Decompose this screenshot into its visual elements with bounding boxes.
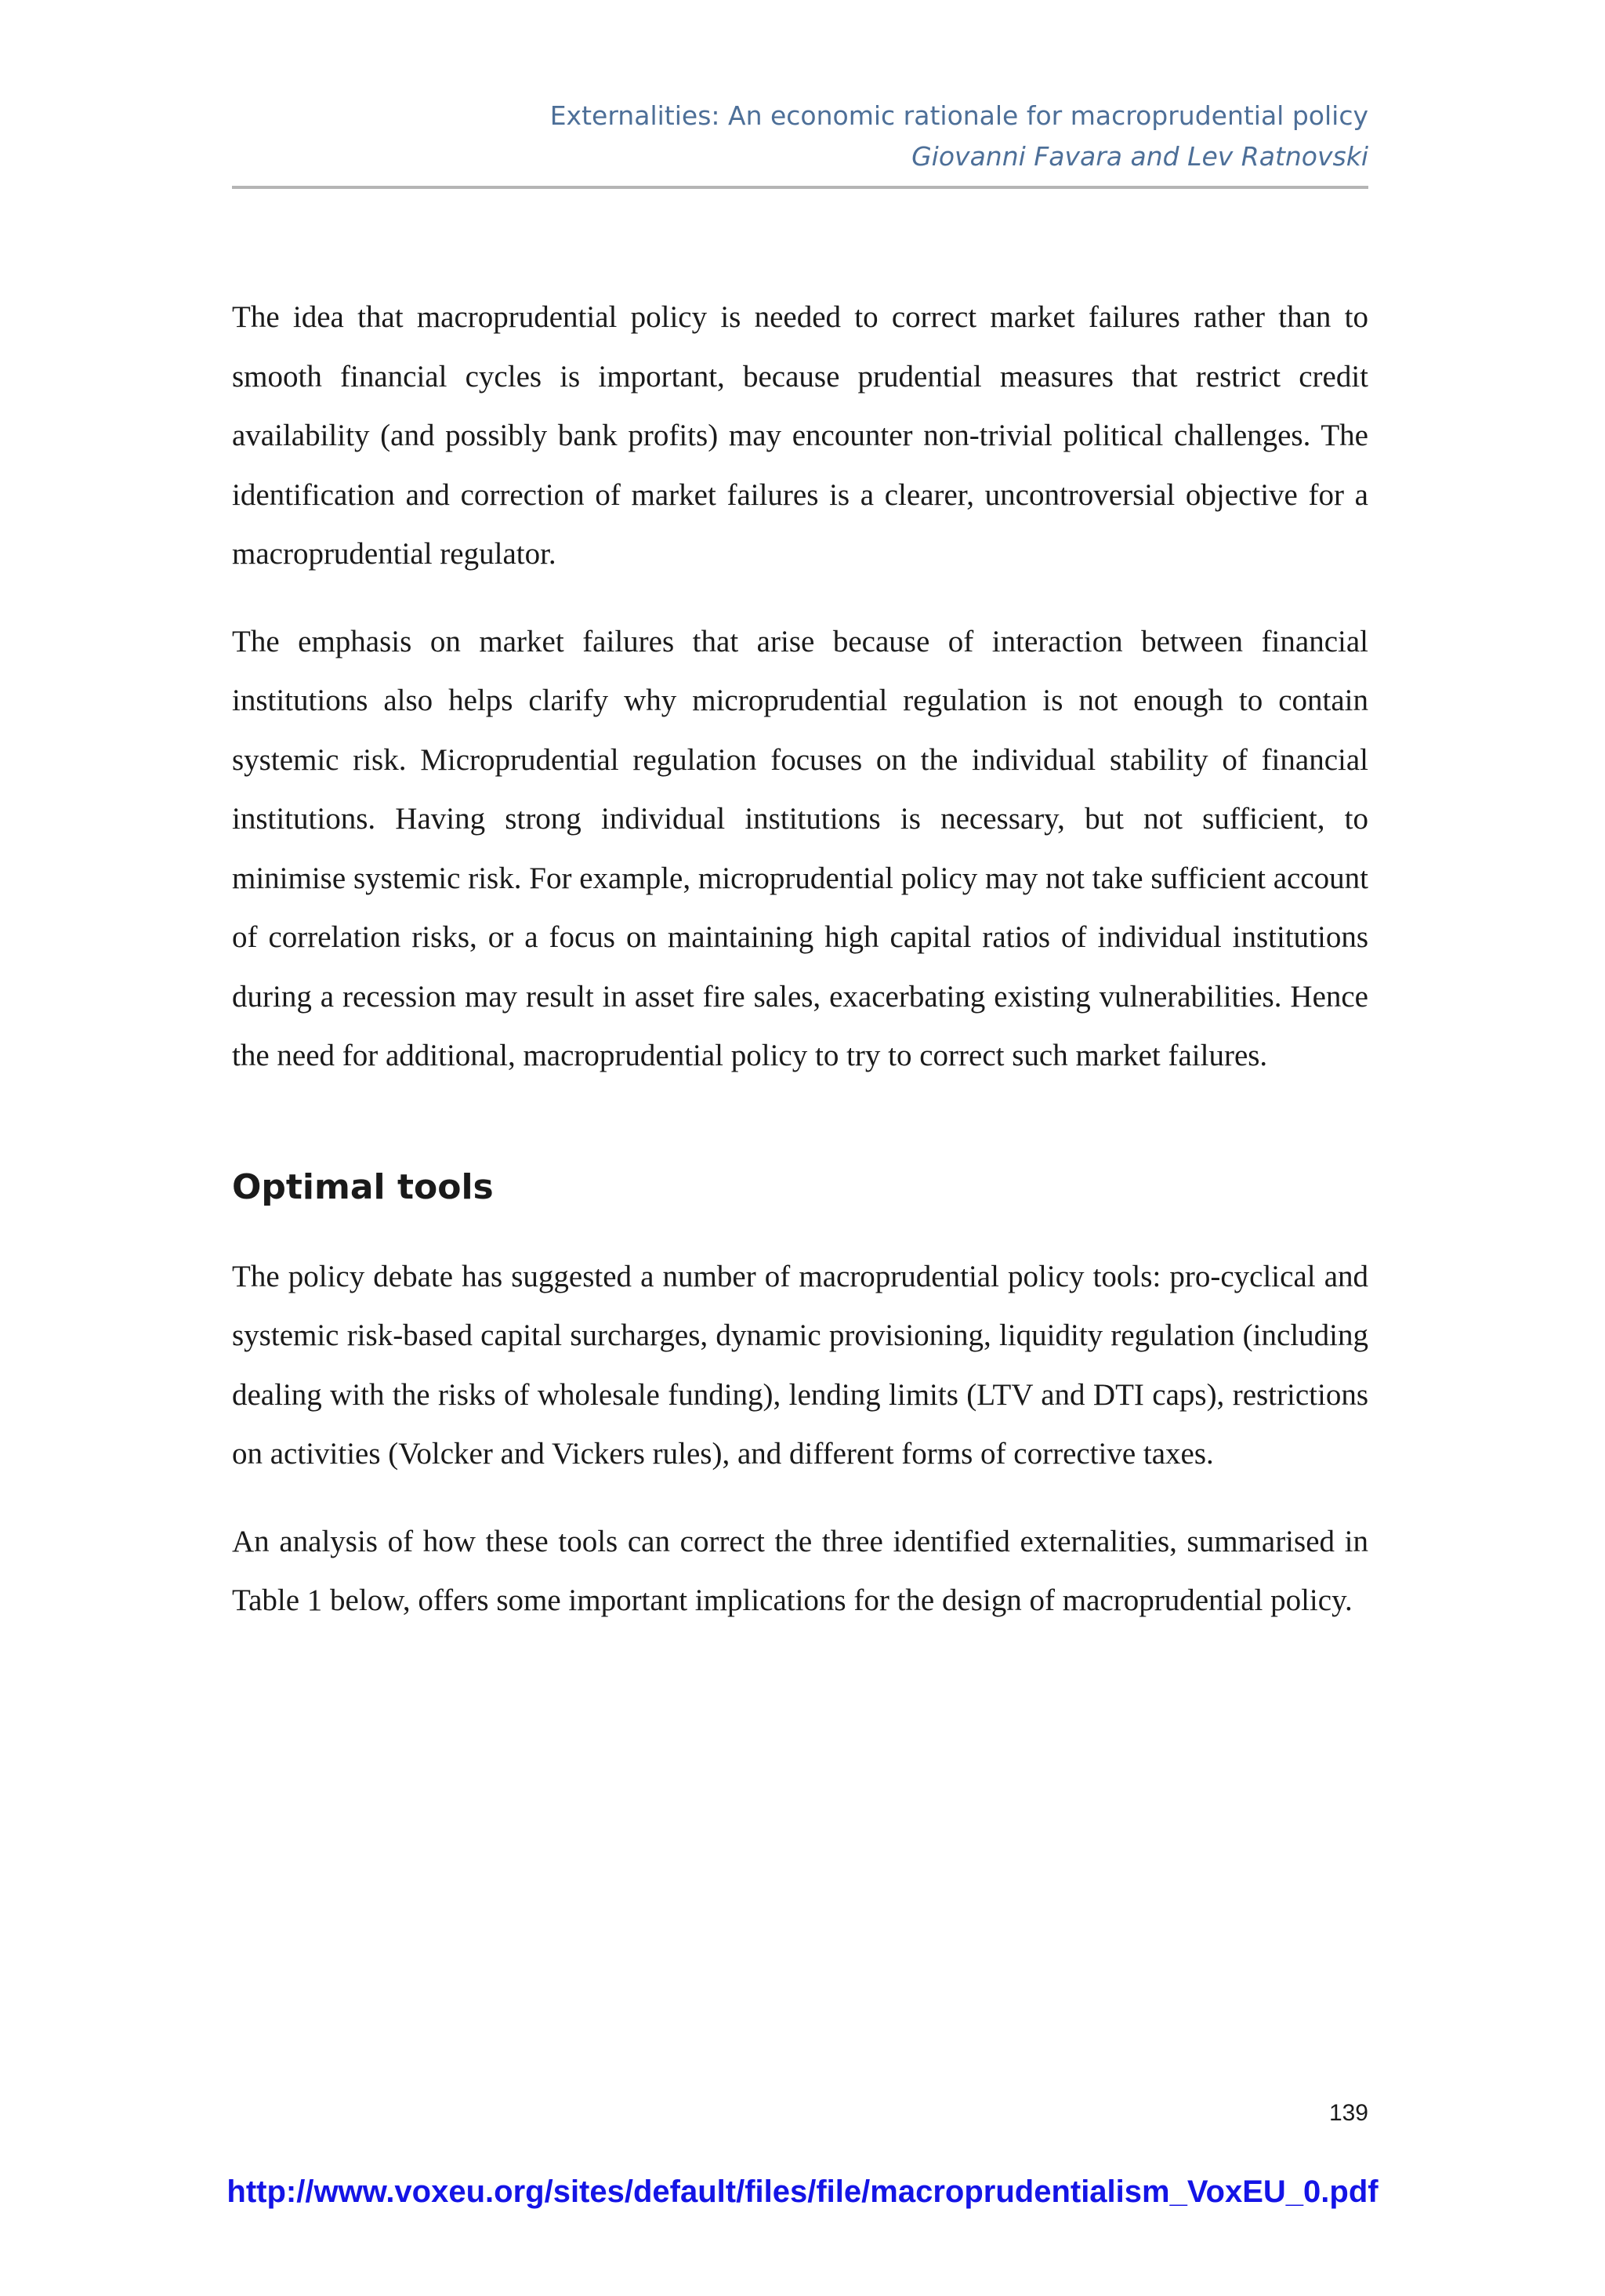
running-header <box>232 96 1368 177</box>
paragraph: The emphasis on market failures that arise because of interaction between financial institutions also helps clarify why microprudential regulation is not enough to contain systemic risk. Microprudential regulation focuses on the individual stability of financial institutions. Having strong individual institutions is necessary, but not sufficient, to minimise systemic risk. For example, microprudential policy may not take sufficient account of correlation risks, or a focus on maintaining high capital ratios of individual institutions during a recession may result in asset fire sales, exacerbating existing vulnerabilities. Hence the need for additional, macroprudential policy to try to correct such market failures. <box>232 624 1368 1072</box>
body-text <box>232 288 1368 1659</box>
page-number: 139 <box>1328 2100 1368 2126</box>
paragraph: An analysis of how these tools can correct the three identified externalities, summarised in Table 1 below, offers some important implications for the design of macroprudential policy. <box>232 1524 1368 1617</box>
paragraph: The policy debate has suggested a number of macroprudential policy tools: pro-cyclical and systemic risk-based capital surcharges, dynamic provisioning, liquidity regulation (including dealing with the risks of wholesale funding), lending limits (LTV and DTI caps), restrictions on activities (Volcker and Vickers rules), and different forms of corrective taxes. <box>232 1259 1368 1471</box>
section-heading: Optimal tools <box>232 1166 494 1207</box>
running-header-authors: Giovanni Favara and Lev Ratnovski <box>911 141 1368 172</box>
source-url-link[interactable]: http://www.voxeu.org/sites/default/files/file/macroprudentialism_VoxEU_0.pdf <box>226 2174 1379 2209</box>
header-divider <box>232 186 1368 189</box>
paragraph: The idea that macroprudential policy is needed to correct market failures rather than to smooth financial cycles is important, because prudential measures that restrict credit availability (and possibly bank profits) may encounter non-trivial political challenges. The identification and correction of market failures is a clearer, uncontroversial objective for a macroprudential regulator. <box>232 300 1368 571</box>
running-header-title: Externalities: An economic rationale for macroprudential policy <box>549 100 1368 131</box>
